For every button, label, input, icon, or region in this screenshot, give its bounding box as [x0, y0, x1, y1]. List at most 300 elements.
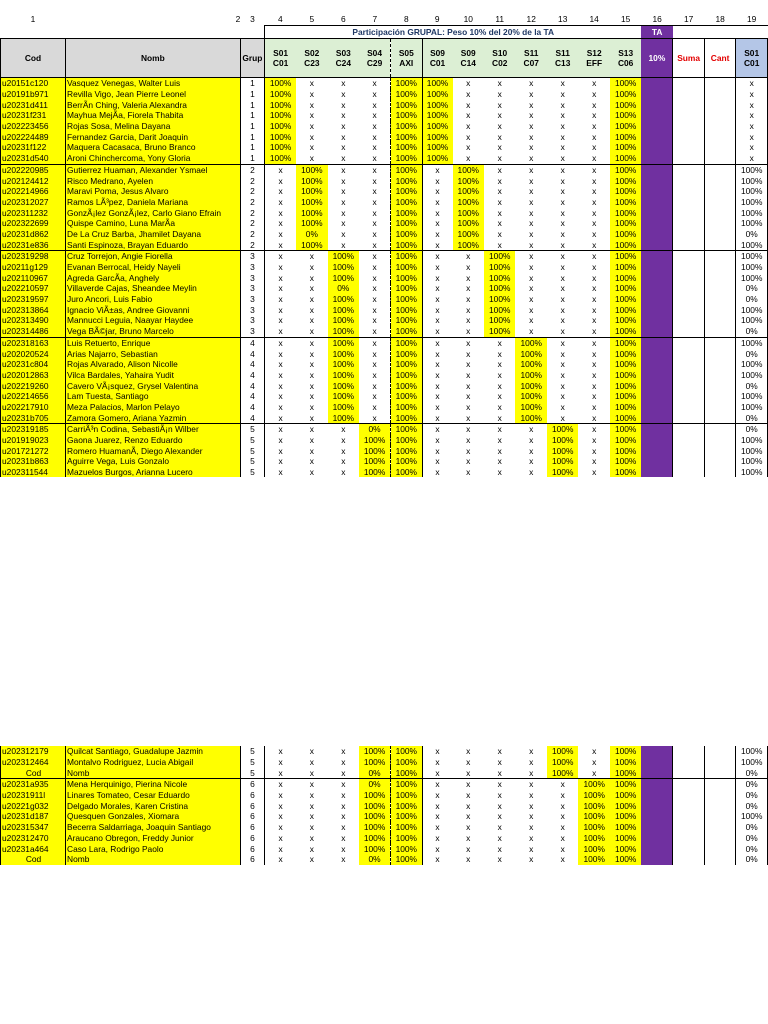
suma-cell[interactable] [673, 131, 704, 142]
session-value[interactable]: x [466, 380, 471, 391]
session-value[interactable]: x [560, 790, 565, 801]
student-name[interactable]: Delgado Morales, Karen Cristina [66, 800, 241, 811]
cant-cell[interactable] [704, 197, 735, 208]
suma-cell[interactable] [673, 197, 704, 208]
suma-cell[interactable] [673, 164, 704, 175]
session-value[interactable]: 100% [328, 412, 359, 423]
session-value[interactable]: x [372, 175, 377, 186]
pct10-cell[interactable] [641, 445, 672, 456]
session-value[interactable]: 100% [610, 412, 641, 423]
student-code[interactable]: Cod [1, 767, 66, 778]
session-value[interactable]: x [497, 391, 502, 402]
student-name[interactable]: Gutierrez Huaman, Alexander Ysmael [66, 164, 241, 175]
session-value[interactable]: x [529, 757, 534, 768]
session-value[interactable]: x [466, 832, 471, 843]
session-value[interactable]: 100% [391, 262, 422, 273]
student-row[interactable] [1, 218, 768, 229]
session-value[interactable]: 100% [328, 251, 359, 262]
session-value[interactable]: x [592, 175, 597, 186]
session-value[interactable]: x [497, 218, 502, 229]
session-value[interactable]: x [422, 843, 452, 854]
session-value[interactable]: 100% [610, 811, 641, 822]
last-value[interactable]: 100% [736, 186, 768, 197]
session-value[interactable]: x [578, 164, 609, 175]
student-name[interactable]: Becerra Saldarriaga, Joaquin Santiago [66, 822, 241, 833]
suma-cell[interactable] [673, 207, 704, 218]
session-value[interactable]: x [529, 110, 534, 121]
session-value[interactable]: x [422, 412, 452, 423]
session-value[interactable]: x [497, 131, 502, 142]
session-value[interactable]: x [466, 315, 471, 326]
cant-cell[interactable] [704, 811, 735, 822]
session-value[interactable]: 100% [265, 153, 296, 164]
student-code[interactable]: u202319185 [1, 424, 66, 435]
session-value[interactable]: x [466, 99, 471, 110]
student-group[interactable]: 5 [240, 767, 264, 778]
suma-cell[interactable] [673, 767, 704, 778]
header-session-10[interactable]: S11 C13 [547, 39, 578, 78]
session-value[interactable]: x [560, 843, 565, 854]
session-value[interactable]: 100% [391, 326, 422, 337]
session-value[interactable]: 100% [359, 800, 390, 811]
session-value[interactable]: x [560, 131, 565, 142]
session-value[interactable]: x [278, 854, 283, 865]
session-value[interactable]: x [278, 746, 283, 757]
session-value[interactable]: x [592, 467, 597, 478]
suma-cell[interactable] [673, 153, 704, 164]
session-value[interactable]: x [422, 251, 452, 262]
session-value[interactable]: x [372, 121, 377, 132]
student-row[interactable] [1, 800, 768, 811]
pct10-cell[interactable] [641, 467, 672, 478]
session-value[interactable]: x [592, 315, 597, 326]
session-value[interactable]: x [466, 435, 471, 446]
suma-cell[interactable] [673, 435, 704, 446]
session-value[interactable]: 100% [391, 197, 422, 208]
session-value[interactable]: x [560, 89, 565, 100]
session-value[interactable]: 100% [391, 445, 422, 456]
session-value[interactable]: x [265, 337, 296, 348]
session-value[interactable]: 100% [422, 99, 452, 110]
session-value[interactable]: x [341, 153, 346, 164]
session-value[interactable]: 100% [578, 811, 609, 822]
session-value[interactable]: 100% [484, 315, 515, 326]
session-value[interactable]: 100% [484, 251, 515, 262]
session-value[interactable]: x [578, 337, 609, 348]
pct10-cell[interactable] [641, 207, 672, 218]
session-value[interactable]: x [422, 424, 452, 435]
student-group[interactable]: 5 [240, 424, 264, 435]
student-row[interactable] [1, 348, 768, 359]
session-value[interactable]: x [341, 142, 346, 153]
session-value[interactable]: x [466, 445, 471, 456]
header-cod[interactable]: Cod [1, 39, 66, 78]
session-value[interactable]: x [341, 175, 346, 186]
header-suma[interactable]: Suma [673, 39, 704, 78]
session-value[interactable]: x [422, 811, 452, 822]
session-value[interactable]: 100% [391, 175, 422, 186]
session-value[interactable]: 100% [453, 197, 484, 208]
session-value[interactable]: x [341, 99, 346, 110]
student-name[interactable]: Cavero VÃ¡squez, Grysel Valentina [66, 380, 241, 391]
session-value[interactable]: x [278, 304, 283, 315]
session-value[interactable]: x [422, 822, 452, 833]
session-value[interactable]: x [309, 304, 314, 315]
cant-cell[interactable] [704, 445, 735, 456]
session-value[interactable]: x [466, 767, 471, 778]
session-value[interactable]: x [466, 142, 471, 153]
session-value[interactable]: x [466, 854, 471, 865]
session-value[interactable]: 100% [391, 131, 422, 142]
session-value[interactable]: x [592, 186, 597, 197]
session-value[interactable]: 100% [391, 78, 422, 89]
session-value[interactable]: 100% [328, 326, 359, 337]
pct10-cell[interactable] [641, 78, 672, 89]
session-value[interactable]: 100% [359, 833, 390, 844]
student-code[interactable]: u202224489 [1, 131, 66, 142]
session-value[interactable]: x [372, 110, 377, 121]
suma-cell[interactable] [673, 445, 704, 456]
last-value[interactable]: x [736, 99, 768, 110]
session-value[interactable]: x [309, 283, 314, 294]
pct10-cell[interactable] [641, 348, 672, 359]
suma-cell[interactable] [673, 424, 704, 435]
session-value[interactable]: 100% [610, 262, 641, 273]
session-value[interactable]: x [309, 790, 314, 801]
session-value[interactable]: 100% [328, 380, 359, 391]
student-name[interactable]: De La Cruz Barba, Jhamilet Dayana [66, 229, 241, 240]
session-value[interactable]: x [341, 445, 346, 456]
cant-cell[interactable] [704, 854, 735, 865]
session-value[interactable]: x [547, 164, 578, 175]
session-value[interactable]: x [592, 326, 597, 337]
session-value[interactable]: x [497, 467, 502, 478]
session-value[interactable]: 100% [610, 424, 641, 435]
suma-cell[interactable] [673, 467, 704, 478]
student-group[interactable]: 4 [240, 380, 264, 391]
student-name[interactable]: Arias Najarro, Sebastian [66, 348, 241, 359]
cant-cell[interactable] [704, 186, 735, 197]
session-value[interactable]: 100% [359, 822, 390, 833]
last-value[interactable]: 100% [736, 272, 768, 283]
session-value[interactable]: x [422, 175, 452, 186]
pct10-cell[interactable] [641, 757, 672, 768]
session-value[interactable]: 100% [610, 186, 641, 197]
cant-cell[interactable] [704, 822, 735, 833]
session-value[interactable]: 100% [328, 294, 359, 305]
session-value[interactable]: x [341, 121, 346, 132]
session-value[interactable]: x [592, 272, 597, 283]
session-value[interactable]: 100% [515, 348, 546, 359]
suma-cell[interactable] [673, 89, 704, 100]
student-code[interactable]: u202312027 [1, 197, 66, 208]
session-value[interactable]: x [560, 304, 565, 315]
session-value[interactable]: x [453, 779, 484, 790]
session-value[interactable]: x [359, 251, 390, 262]
session-value[interactable]: x [309, 315, 314, 326]
suma-cell[interactable] [673, 121, 704, 132]
session-value[interactable]: 100% [296, 239, 327, 250]
student-row[interactable] [1, 197, 768, 208]
cant-cell[interactable] [704, 337, 735, 348]
session-value[interactable]: 100% [610, 746, 641, 757]
pct10-cell[interactable] [641, 239, 672, 250]
session-value[interactable]: x [497, 186, 502, 197]
student-name[interactable]: CarriÃ³n Codina, SebastiÃ¡n Wilber [66, 424, 241, 435]
session-value[interactable]: x [372, 283, 377, 294]
session-value[interactable]: 100% [265, 99, 296, 110]
student-code[interactable]: u20151c120 [1, 78, 66, 89]
session-value[interactable]: x [278, 822, 283, 833]
cant-cell[interactable] [704, 121, 735, 132]
session-value[interactable]: 100% [610, 251, 641, 262]
session-value[interactable]: x [560, 412, 565, 423]
session-value[interactable]: x [529, 822, 534, 833]
session-value[interactable]: x [422, 779, 452, 790]
pct10-cell[interactable] [641, 294, 672, 305]
pct10-cell[interactable] [641, 790, 672, 801]
session-value[interactable]: 100% [610, 142, 641, 153]
pct10-cell[interactable] [641, 99, 672, 110]
session-value[interactable]: x [422, 164, 452, 175]
session-value[interactable]: x [529, 800, 534, 811]
suma-cell[interactable] [673, 790, 704, 801]
cant-cell[interactable] [704, 843, 735, 854]
session-value[interactable]: x [560, 315, 565, 326]
student-group[interactable]: 2 [240, 197, 264, 208]
session-value[interactable]: x [497, 110, 502, 121]
student-group[interactable]: 3 [240, 326, 264, 337]
cant-cell[interactable] [704, 435, 735, 446]
last-value[interactable]: 100% [736, 218, 768, 229]
session-value[interactable]: x [422, 456, 452, 467]
session-value[interactable]: x [497, 811, 502, 822]
session-value[interactable]: x [592, 239, 597, 250]
student-row[interactable] [1, 757, 768, 768]
student-code[interactable]: u20231e836 [1, 239, 66, 250]
session-value[interactable]: x [422, 435, 452, 446]
session-value[interactable]: x [497, 121, 502, 132]
session-value[interactable]: 100% [296, 218, 327, 229]
student-group[interactable]: 5 [240, 445, 264, 456]
session-value[interactable]: 100% [328, 359, 359, 370]
student-name[interactable]: Meza Palacios, Marlon Pelayo [66, 402, 241, 413]
session-value[interactable]: x [560, 110, 565, 121]
session-value[interactable]: 100% [610, 380, 641, 391]
session-value[interactable]: 100% [359, 790, 390, 801]
suma-cell[interactable] [673, 283, 704, 294]
suma-cell[interactable] [673, 239, 704, 250]
student-row[interactable] [1, 186, 768, 197]
session-value[interactable]: x [560, 832, 565, 843]
suma-cell[interactable] [673, 822, 704, 833]
session-value[interactable]: x [592, 99, 597, 110]
session-value[interactable]: 100% [391, 435, 422, 446]
session-value[interactable]: x [341, 196, 346, 207]
session-value[interactable]: x [497, 380, 502, 391]
session-value[interactable]: x [309, 757, 314, 768]
student-name[interactable]: Quispe Camino, Luna MarÃa [66, 218, 241, 229]
student-name[interactable]: Maravi Poma, Jesus Alvaro [66, 186, 241, 197]
student-code[interactable]: u20231b705 [1, 412, 66, 423]
suma-cell[interactable] [673, 78, 704, 89]
student-name[interactable]: Ramos LÃ³pez, Daniela Mariana [66, 197, 241, 208]
session-value[interactable]: x [497, 822, 502, 833]
session-value[interactable]: x [296, 251, 327, 262]
cant-cell[interactable] [704, 153, 735, 164]
student-name[interactable]: Risco Medrano, Ayelen [66, 175, 241, 186]
session-value[interactable]: x [372, 380, 377, 391]
session-value[interactable]: x [309, 131, 314, 142]
session-value[interactable]: x [592, 78, 597, 89]
session-value[interactable]: x [341, 207, 346, 218]
session-value[interactable]: x [278, 228, 283, 239]
session-value[interactable]: 100% [359, 445, 390, 456]
session-value[interactable]: x [278, 262, 283, 273]
student-row[interactable] [1, 89, 768, 100]
pct10-cell[interactable] [641, 121, 672, 132]
session-value[interactable]: x [560, 196, 565, 207]
session-value[interactable]: x [422, 380, 452, 391]
session-value[interactable]: x [578, 251, 609, 262]
student-row[interactable] [1, 746, 768, 757]
session-value[interactable]: 100% [578, 822, 609, 833]
cant-cell[interactable] [704, 348, 735, 359]
pct10-cell[interactable] [641, 391, 672, 402]
session-value[interactable]: x [592, 131, 597, 142]
session-value[interactable]: x [265, 164, 296, 175]
session-value[interactable]: x [529, 746, 534, 757]
last-value[interactable]: 100% [736, 262, 768, 273]
session-value[interactable]: x [529, 294, 534, 305]
session-value[interactable]: x [466, 746, 471, 757]
session-value[interactable]: x [309, 110, 314, 121]
student-row[interactable] [1, 142, 768, 153]
session-value[interactable]: x [422, 326, 452, 337]
student-group[interactable]: 4 [240, 402, 264, 413]
cant-cell[interactable] [704, 456, 735, 467]
session-value[interactable]: 100% [391, 337, 422, 348]
session-value[interactable]: x [278, 186, 283, 197]
student-code[interactable]: u20231a935 [1, 779, 66, 790]
session-value[interactable]: x [309, 811, 314, 822]
session-value[interactable]: x [466, 467, 471, 478]
session-value[interactable]: 100% [328, 348, 359, 359]
session-value[interactable]: x [422, 262, 452, 273]
session-value[interactable]: x [560, 326, 565, 337]
session-value[interactable]: x [359, 337, 390, 348]
session-value[interactable]: x [296, 337, 327, 348]
last-value[interactable]: 100% [736, 391, 768, 402]
session-value[interactable]: x [466, 283, 471, 294]
pct10-cell[interactable] [641, 218, 672, 229]
student-code[interactable]: u202322699 [1, 218, 66, 229]
suma-cell[interactable] [673, 800, 704, 811]
student-name[interactable]: Zamora Gomero, Ariana Yazmin [66, 412, 241, 423]
session-value[interactable]: 100% [265, 121, 296, 132]
session-value[interactable]: x [529, 239, 534, 250]
student-group[interactable]: 3 [240, 251, 264, 262]
session-value[interactable]: 100% [610, 833, 641, 844]
session-value[interactable]: x [309, 142, 314, 153]
session-value[interactable]: x [278, 294, 283, 305]
session-value[interactable]: 100% [578, 854, 609, 865]
session-value[interactable]: x [278, 843, 283, 854]
student-row[interactable] [1, 294, 768, 305]
session-value[interactable]: x [560, 294, 565, 305]
last-value[interactable]: 100% [736, 456, 768, 467]
session-value[interactable]: x [592, 369, 597, 380]
session-value[interactable]: 100% [391, 99, 422, 110]
student-row[interactable] [1, 175, 768, 186]
session-value[interactable]: 100% [547, 424, 578, 435]
session-value[interactable]: x [560, 175, 565, 186]
session-value[interactable]: x [592, 746, 597, 757]
student-row[interactable] [1, 283, 768, 294]
session-value[interactable]: x [560, 153, 565, 164]
student-name[interactable]: Rojas Alvarado, Alison Nicolle [66, 359, 241, 370]
pct10-cell[interactable] [641, 822, 672, 833]
session-value[interactable]: x [422, 294, 452, 305]
student-code[interactable]: u20231911l [1, 790, 66, 801]
session-value[interactable]: x [278, 196, 283, 207]
session-value[interactable]: 100% [578, 800, 609, 811]
pct10-cell[interactable] [641, 315, 672, 326]
session-value[interactable]: 100% [610, 391, 641, 402]
session-value[interactable]: x [309, 435, 314, 446]
session-value[interactable]: x [278, 239, 283, 250]
session-value[interactable]: x [341, 854, 346, 865]
student-row[interactable] [1, 229, 768, 240]
session-value[interactable]: x [278, 467, 283, 478]
student-name[interactable]: Gaona Juarez, Renzo Eduardo [66, 435, 241, 446]
session-value[interactable]: x [497, 89, 502, 100]
suma-cell[interactable] [673, 175, 704, 186]
session-value[interactable]: x [515, 251, 546, 262]
session-value[interactable]: x [296, 424, 327, 435]
session-value[interactable]: x [309, 854, 314, 865]
cant-cell[interactable] [704, 391, 735, 402]
header-cant[interactable]: Cant [704, 39, 735, 78]
student-name[interactable]: Quilcat Santiago, Guadalupe Jazmin [66, 746, 241, 757]
session-value[interactable]: 100% [328, 337, 359, 348]
session-value[interactable]: x [265, 779, 296, 790]
session-value[interactable]: 100% [391, 153, 422, 164]
student-group[interactable]: 3 [240, 283, 264, 294]
session-value[interactable]: x [278, 445, 283, 456]
session-value[interactable]: x [560, 822, 565, 833]
session-value[interactable]: x [466, 822, 471, 833]
session-value[interactable]: x [484, 424, 515, 435]
session-value[interactable]: 100% [391, 207, 422, 218]
student-group[interactable]: 2 [240, 175, 264, 186]
session-value[interactable]: x [529, 186, 534, 197]
last-value[interactable]: 0% [736, 412, 768, 423]
session-value[interactable]: x [466, 757, 471, 768]
session-value[interactable]: 100% [610, 445, 641, 456]
session-value[interactable]: x [592, 401, 597, 412]
session-value[interactable]: x [265, 424, 296, 435]
student-row[interactable] [1, 767, 768, 778]
session-value[interactable]: 100% [265, 78, 296, 89]
session-value[interactable]: x [309, 467, 314, 478]
session-value[interactable]: 100% [515, 337, 546, 348]
session-value[interactable]: x [466, 359, 471, 370]
session-value[interactable]: x [422, 239, 452, 250]
student-group[interactable]: 6 [240, 779, 264, 790]
session-value[interactable]: 100% [391, 402, 422, 413]
session-value[interactable]: 100% [391, 283, 422, 294]
